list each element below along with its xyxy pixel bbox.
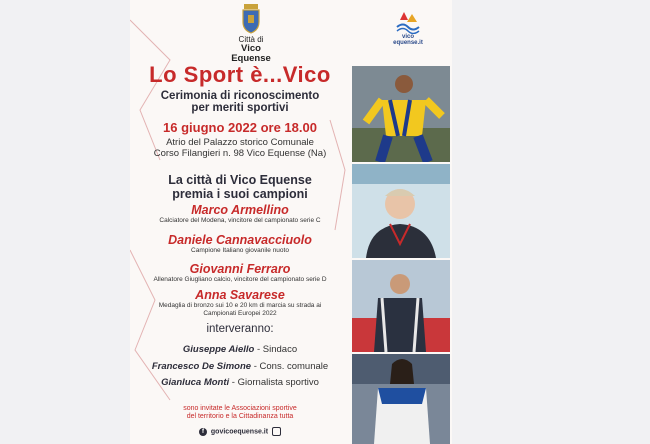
venue-line: Atrio del Palazzo storico Comunale: [166, 137, 314, 148]
invite-line: sono invitate le Associazioni sportive: [183, 405, 297, 412]
champion-description: Calciatore del Modena, vincitore del campionato serie C: [159, 217, 321, 224]
city-label: Città di: [238, 35, 264, 44]
venue-line: Corso Filangieri n. 98 Vico Equense (Na): [153, 148, 327, 159]
brand-text: vico equense.it: [393, 34, 423, 46]
athlete-photo-coach: [352, 260, 450, 352]
speaker-role: - Giornalista sportivo: [229, 377, 319, 388]
event-poster: [130, 0, 452, 444]
city-crest-icon: [240, 4, 262, 34]
event-venue: [130, 137, 350, 159]
athlete-photo-swimmer: [352, 164, 450, 258]
website-link[interactable]: govicoequense.it: [210, 428, 269, 436]
champion-name: Marco Armellino: [191, 203, 289, 217]
champion-name: Daniele Cannavacciuolo: [168, 233, 312, 247]
champion-entry: [130, 262, 350, 284]
champion-description: Allenatore Giugliano calcio, vincitore del campionato serie D: [153, 276, 327, 283]
facebook-icon[interactable]: f: [199, 428, 207, 436]
athlete-photo-footballer: [352, 66, 450, 162]
speaker-entry: [130, 377, 350, 388]
invite-line: del territorio e la Cittadinanza tutta: [186, 413, 294, 420]
footer: [130, 427, 350, 436]
speaker-name: Gianluca Monti: [161, 377, 230, 388]
city-logo: [220, 4, 282, 64]
brand-mark-icon: [395, 10, 421, 34]
event-title: Lo Sport è...Vico: [149, 62, 331, 87]
heading-line: La città di Vico Equense: [168, 173, 312, 187]
event-date: 16 giugno 2022 ore 18.00: [163, 120, 317, 135]
speaker-entry: [130, 361, 350, 372]
champions-heading: [130, 173, 350, 201]
champion-name: Anna Savarese: [195, 288, 285, 302]
event-subtitle: [130, 90, 350, 114]
speaker-role: - Cons. comunale: [251, 361, 329, 372]
speaker-role: - Sindaco: [254, 344, 298, 355]
speaker-name: Giuseppe Aiello: [182, 344, 255, 355]
athlete-photo-racewalker: [352, 354, 450, 444]
speaker-entry: [130, 344, 350, 355]
subtitle-line: Cerimonia di riconoscimento: [160, 90, 320, 102]
champion-entry: [130, 233, 350, 255]
speakers-heading: interveranno:: [206, 323, 274, 335]
invitation-text: [130, 405, 350, 421]
champion-entry: [130, 203, 350, 225]
brand-logo: [388, 10, 428, 46]
instagram-icon[interactable]: [272, 427, 281, 436]
champion-entry: [130, 288, 350, 318]
subtitle-line: per meriti sportivi: [191, 102, 289, 114]
champion-description: Campionati Europei 2022: [203, 310, 277, 317]
heading-line: premia i suoi campioni: [172, 187, 308, 201]
champion-description: Medaglia di bronzo sui 10 e 20 km di marcia su strada ai: [158, 302, 322, 309]
champion-name: Giovanni Ferraro: [189, 262, 291, 276]
city-name: Vico Equense: [231, 43, 271, 64]
speaker-name: Francesco De Simone: [151, 361, 252, 372]
champion-description: Campione Italiano giovanile nuoto: [191, 247, 289, 254]
